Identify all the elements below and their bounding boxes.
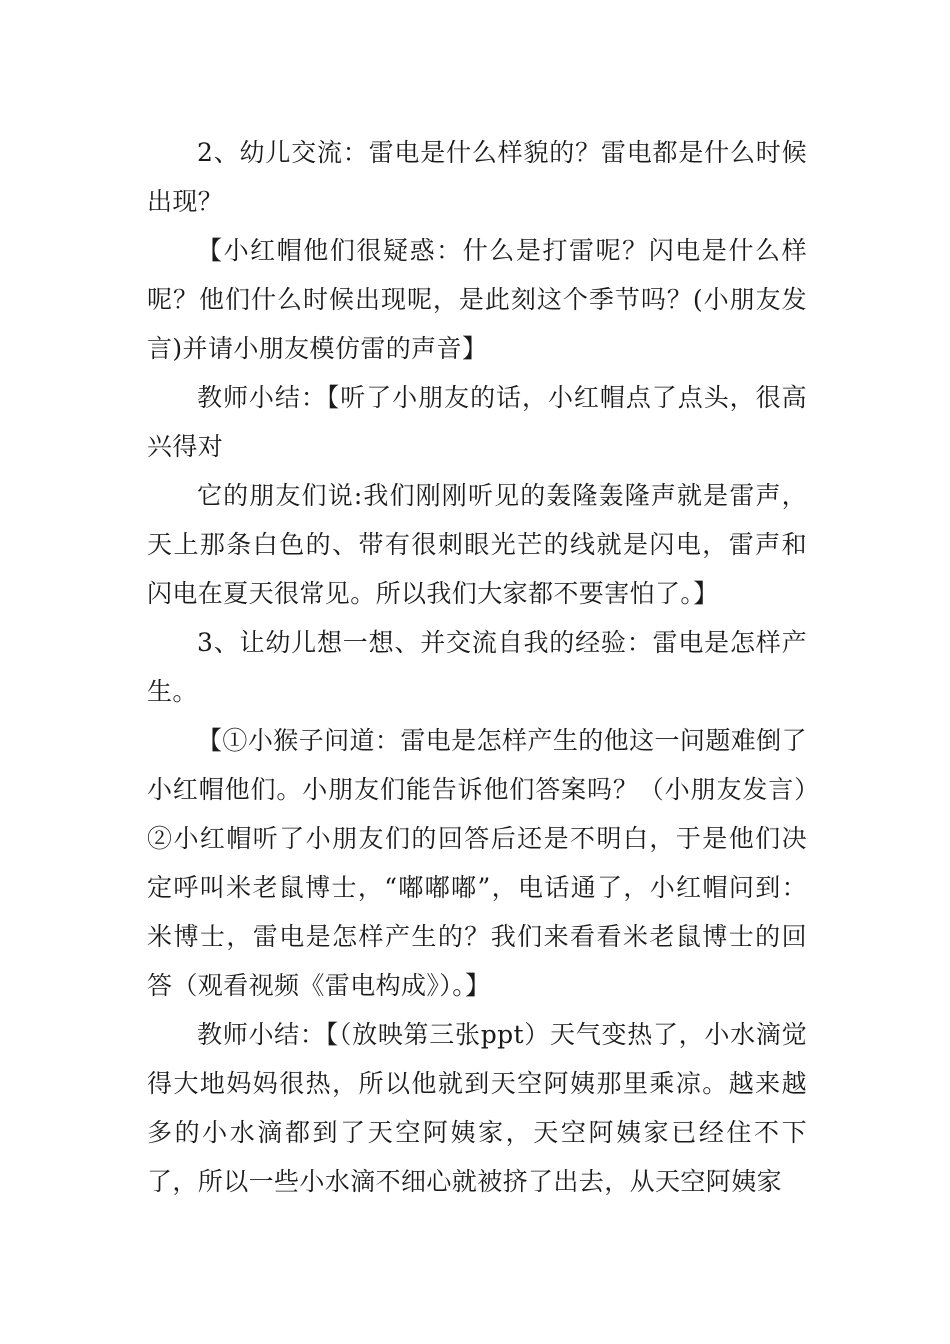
paragraph-monkey-question: 【①小猴子问道：雷电是怎样产生的他这一问题难倒了小红帽他们。小朋友们能告诉他们答案吗？（小朋友发言）②小红帽听了小朋友们的回答后还是不明白，于是他们决定呼叫米老鼠博士，“嘟嘟嘟”，电话通了，小红帽问到：米博士，雷电是怎样产生的？我们来看看米老鼠博士的回答（观看视频《雷电构成》）。】 <box>147 726 807 1000</box>
document-body <box>147 128 807 1206</box>
paragraph-teacher-summary-1: 教师小结：【听了小朋友的话，小红帽点了点头，很高兴得对 <box>147 383 807 461</box>
paragraph-discussion-question: 2、幼儿交流：雷电是什么样貌的？雷电都是什么时候出现？ <box>147 138 807 216</box>
paragraph-experience-exchange: 3、让幼儿想一想、并交流自我的经验：雷电是怎样产生。 <box>147 628 807 706</box>
paragraph-friends-explanation: 它的朋友们说:我们刚刚听见的轰隆轰隆声就是雷声，天上那条白色的、带有很刺眼光芒的线就是闪电，雷声和闪电在夏天很常见。所以我们大家都不要害怕了。】 <box>147 481 807 608</box>
paragraph-little-red-riding-hood-wonders: 【小红帽他们很疑惑：什么是打雷呢？闪电是什么样呢？他们什么时候出现呢，是此刻这个季节吗？(小朋友发言)并请小朋友模仿雷的声音】 <box>147 236 807 363</box>
paragraph-teacher-summary-2: 教师小结：【（放映第三张ppt）天气变热了，小水滴觉得大地妈妈很热，所以他就到天空阿姨那里乘凉。越来越多的小水滴都到了天空阿姨家，天空阿姨家已经住不下了，所以一些小水滴不细心就被挤了出去，从天空阿姨家 <box>147 1020 807 1196</box>
